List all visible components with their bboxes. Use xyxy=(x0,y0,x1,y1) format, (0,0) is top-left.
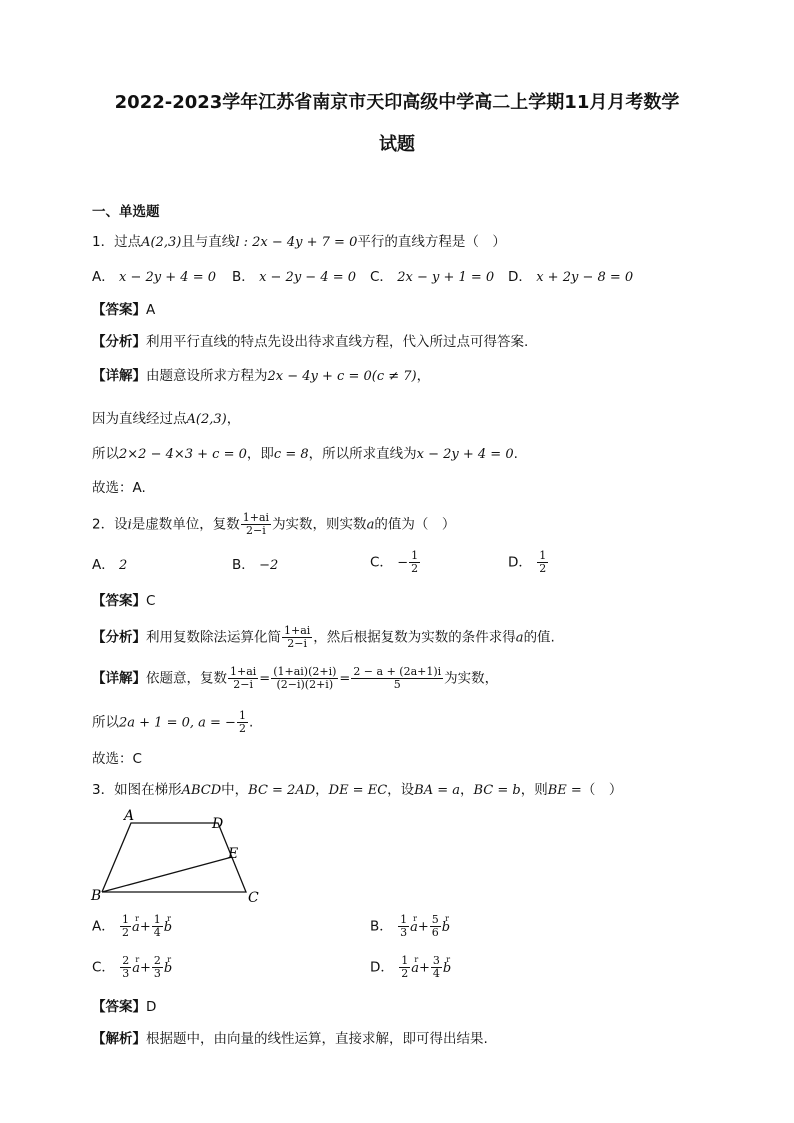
section-heading: 一、单选题 xyxy=(92,204,160,220)
q3-analysis: 【解析】根据题中，由向量的线性运算，直接求解，即可得出结果. xyxy=(92,1031,488,1047)
trapezoid-outline xyxy=(102,823,246,892)
q3-option-b: B． $\frac{1}{3}$ r a+ $\frac{5}{6}$ r b xyxy=(370,914,450,939)
q2-option-d: D． $\frac{1}{2}$ xyxy=(508,549,547,575)
segment-be xyxy=(102,857,232,892)
q3-option-d: D． $\frac{1}{2}$ r a+ $\frac{3}{4}$ r b xyxy=(370,955,451,980)
trapezoid-figure xyxy=(88,806,278,910)
q1-option-b: B． x − 2y − 4 = 0 xyxy=(232,269,357,285)
q1-answer: 【答案】A xyxy=(92,302,156,318)
q1-detail-3: 所以2×2 − 4×3 + c = 0，即c = 8，所以所求直线为x − 2y + 4 = 0. xyxy=(92,446,518,462)
q3-option-a: A． $\frac{1}{2}$ r a+ $\frac{1}{4}$ r b xyxy=(92,914,172,939)
q2-choice: 故选：C xyxy=(92,751,142,767)
q2-detail: 【详解】依题意，复数 $\frac{1+ai}{2-i}$ = $\frac{(1+ai)(2+i)}{(2-i)(2+i)}$ = $\frac{2 - a + (2a+1)i}{5}$ 为实数， xyxy=(92,665,499,691)
q1-option-c: C． 2x − y + 1 = 0 xyxy=(370,269,495,285)
label-b: B xyxy=(91,888,102,904)
q2-option-b: B． −2 xyxy=(232,557,279,573)
q2-detail-2: 所以2a + 1 = 0, a = − $\frac{1}{2}$ . xyxy=(92,709,254,735)
q1-analysis: 【分析】利用平行直线的特点先设出待求直线方程，代入所过点可得答案. xyxy=(92,334,529,350)
q2-analysis: 【分析】利用复数除法运算化简 $\frac{1+ai}{2-i}$ ，然后根据复数为实数的条件求得a的值. xyxy=(92,624,555,650)
label-d: D xyxy=(212,816,224,832)
q1-option-d: D． x + 2y − 8 = 0 xyxy=(508,269,634,285)
label-a: A xyxy=(124,808,135,824)
page-title: 2022-2023学年江苏省南京市天印高级中学高二上学期11月月考数学 xyxy=(114,92,680,113)
question-1: 1．过点A(2,3)且与直线l : 2x − 4y + 7 = 0平行的直线方程是（ ） xyxy=(92,234,506,250)
label-e: E xyxy=(228,846,239,862)
q3-answer: 【答案】D xyxy=(92,999,157,1015)
question-2: 2．设i是虚数单位，复数 $\frac{1+ai}{2-i}$ 为实数，则实数a的值为（ ） xyxy=(92,511,456,537)
label-c: C xyxy=(248,890,259,906)
q1-choice: 故选：A. xyxy=(92,480,146,496)
q1-detail-1: 【详解】由题意设所求方程为2x − 4y + c = 0(c ≠ 7)， xyxy=(92,368,431,384)
question-3: 3．如图在梯形ABCD中，BC = 2AD，DE = EC，设BA = a，BC = b，则BE =（ ） xyxy=(92,782,623,798)
q3-option-c: C． $\frac{2}{3}$ r a+ $\frac{2}{3}$ r b xyxy=(92,955,172,980)
q1-detail-2: 因为直线经过点A(2,3)， xyxy=(92,411,241,427)
q1-option-a: A． x − 2y + 4 = 0 xyxy=(92,269,217,285)
q2-answer: 【答案】C xyxy=(92,593,156,609)
q2-option-a: A． 2 xyxy=(92,557,128,573)
page-title-line2: 试题 xyxy=(379,134,415,155)
q2-option-c: C． − $\frac{1}{2}$ xyxy=(370,549,419,575)
